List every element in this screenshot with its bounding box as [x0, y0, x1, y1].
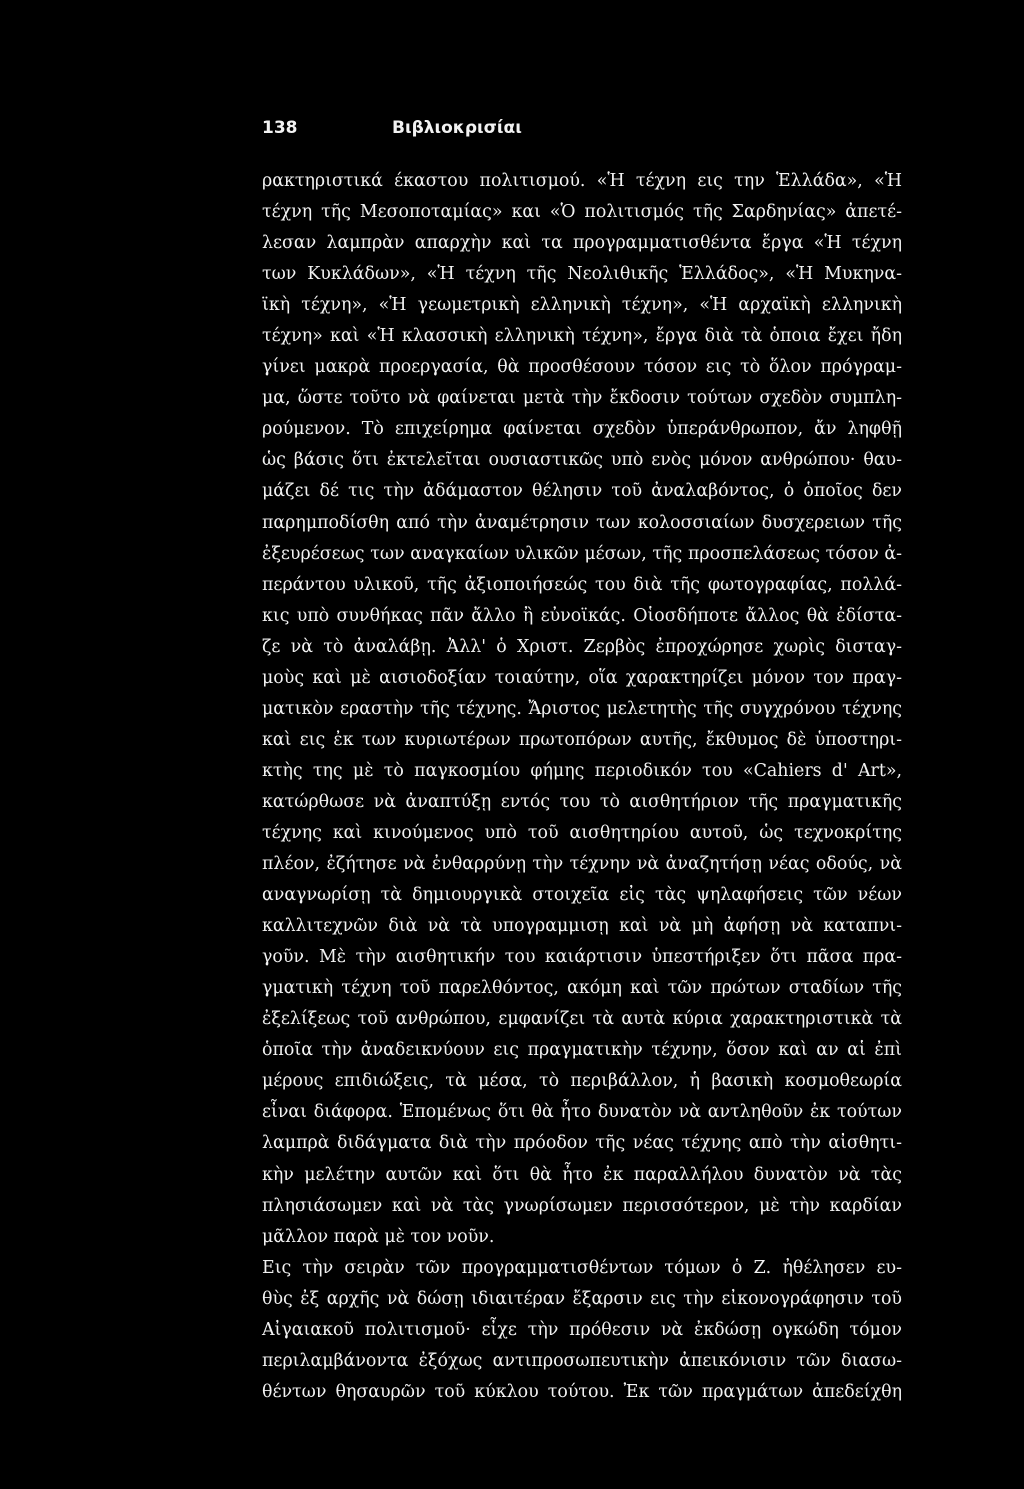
text-line: μάζει δέ τις τὴν ἀδάμαστον θέλησιν τοῦ ἀναλαβόντος, ὁ ὁποῖος δεν: [262, 481, 902, 502]
text-line: γοῦν. Μὲ τὴν αισθητικήν του καιάρτισιν ὑπεστήριξεν ὅτι πᾶσα πρα-: [262, 947, 902, 968]
text-line: κτὴς της μὲ τὸ παγκοσμίου φήμης περιοδικόν του «Cahiers d' Art»,: [262, 760, 902, 781]
text-line: κις υπὸ συνθήκας πᾶν ἄλλο ἢ εὐνοϊκάς. Οἱοσδήποτε ἄλλος θὰ ἐδίστα-: [262, 605, 902, 626]
text-line: ἐξευρέσεως των αναγκαίων υλικῶν μέσων, τῆς προσπελάσεως τόσον ἀ-: [262, 543, 902, 564]
text-line: κατώρθωσε νὰ ἀναπτύξῃ εντός του τὸ αισθητήριον τῆς πραγματικῆς: [262, 791, 902, 812]
running-head: Βιβλιοκρισίαι: [392, 118, 522, 138]
text-line: μέρους επιδιώξεις, τὰ μέσα, τὸ περιβάλλον, ἡ βασικὴ κοσμοθεωρία: [262, 1071, 902, 1092]
text-line: εἶναι διάφορα. Ἑπομένως ὅτι θὰ ἦτο δυνατὸν νὰ αντληθοῦν ἐκ τούτων: [262, 1102, 902, 1123]
text-line: λεσαν λαμπρὰν απαρχὴν καὶ τα προγραμματισθέντα ἔργα «Ἡ τέχνη: [262, 233, 902, 254]
text-line-paragraph-end: μᾶλλον παρὰ μὲ τον νοῦν.: [262, 1226, 495, 1247]
text-line: μοὺς καὶ μὲ αισιοδοξίαν τοιαύτην, οἵα χαρακτηρίζει μόνον τον πραγ-: [262, 667, 902, 688]
text-line: καλλιτεχνῶν διὰ νὰ τὰ υπογραμμισῃ καὶ νὰ μὴ ἀφήσῃ νὰ καταπνι-: [262, 916, 902, 937]
body-text: [262, 166, 902, 1408]
text-line: ὡς βάσις ὅτι ἐκτελεῖται ουσιαστικῶς υπὸ ενὸς μόνον ανθρώπου· θαυ-: [262, 450, 902, 471]
text-line: γματικὴ τέχνη τοῦ παρελθόντος, ακόμη καὶ τῶν πρώτων σταδίων τῆς: [262, 978, 902, 999]
text-line: κὴν μελέτην αυτῶν καὶ ὅτι θὰ ἦτο ἐκ παραλλήλου δυνατὸν νὰ τὰς: [262, 1164, 902, 1185]
text-line: λαμπρὰ διδάγματα διὰ τὴν πρόοδον τῆς νέας τέχνης απὸ τὴν αἰσθητι-: [262, 1133, 902, 1154]
text-line: τέχνης καὶ κινούμενος υπὸ τοῦ αισθητηρίου αυτοῦ, ὡς τεχνοκρίτης: [262, 822, 902, 843]
text-line: θέντων θησαυρῶν τοῦ κύκλου τούτου. Ἐκ τῶν πραγμάτων ἀπεδείχθη: [262, 1381, 902, 1402]
text-line: μα, ὥστε τοῦτο νὰ φαίνεται μετὰ τὴν ἔκδοσιν τούτων σχεδὸν συμπλη-: [262, 388, 902, 409]
text-line: Αἰγαιακοῦ πολιτισμοῦ· εἶχε τὴν πρόθεσιν νὰ ἐκδώσῃ ογκώδη τόμον: [262, 1319, 902, 1340]
text-line: αναγνωρίσῃ τὰ δημιουργικὰ στοιχεῖα εἰς τὰς ψηλαφήσεις τῶν νέων: [262, 885, 902, 906]
text-line: ὁποῖα τὴν ἀναδεικνύουν εις πραγματικὴν τέχνην, ὅσον καὶ αν αἱ ἐπὶ: [262, 1040, 902, 1061]
text-line: πλέον, ἐζήτησε νὰ ἐνθαρρύνῃ τὴν τέχνην νὰ ἀναζητήσῃ νέας οδούς, νὰ: [262, 854, 902, 875]
text-line-paragraph-start: Εις τὴν σειρὰν τῶν προγραμματισθέντων τόμων ὁ Ζ. ἠθέλησεν ευ-: [262, 1257, 902, 1278]
text-line: καὶ εις ἐκ των κυριωτέρων πρωτοπόρων αυτῆς, ἔκθυμος δὲ ὑποστηρι-: [262, 729, 902, 750]
text-line: ρούμενον. Τὸ επιχείρημα φαίνεται σχεδὸν ὑπεράνθρωπον, ἄν ληφθῇ: [262, 419, 902, 440]
text-line: θὺς ἐξ αρχῆς νὰ δώσῃ ιδιαιτέραν ἔξαρσιν εις τὴν εἰκονογράφησιν τοῦ: [262, 1288, 902, 1309]
text-line: ρακτηριστικά έκαστου πολιτισμού. «Ἡ τέχνη εις την Ἑλλάδα», «Ἡ: [262, 171, 902, 191]
text-line: των Κυκλάδων», «Ἡ τέχνη τῆς Νεολιθικῆς Ἑλλάδος», «Ἡ Μυκηνα-: [262, 264, 902, 285]
text-line: ματικὸν εραστὴν τῆς τέχνης. Ἄριστος μελετητὴς τῆς συγχρόνου τέχνης: [262, 698, 902, 719]
text-line: ζε νὰ τὸ ἀναλάβῃ. Ἀλλ' ὁ Χριστ. Ζερβὸς ἐπροχώρησε χωρὶς δισταγ-: [262, 636, 902, 657]
text-line: πλησιάσωμεν καὶ νὰ τὰς γνωρίσωμεν περισσότερον, μὲ τὴν καρδίαν: [262, 1195, 902, 1216]
text-line: τέχνη» καὶ «Ἡ κλασσικὴ ελληνικὴ τέχνη», ἔργα διὰ τὰ ὁποια ἔχει ἤδη: [262, 326, 902, 347]
page-number: 138: [262, 118, 298, 138]
text-line: παρημποδίσθη από τὴν ἀναμέτρησιν των κολοσσιαίων δυσχερειων τῆς: [262, 512, 902, 533]
text-line: ἐξελίξεως τοῦ ανθρώπου, εμφανίζει τὰ αυτὰ κύρια χαρακτηριστικὰ τὰ: [262, 1009, 902, 1030]
page-header: [262, 118, 892, 148]
text-line: τέχνη τῆς Μεσοποταμίας» και «Ὁ πολιτισμός τῆς Σαρδηνίας» ἀπετέ-: [262, 202, 902, 223]
text-line: περάντου υλικοῦ, τῆς ἀξιοποιήσεώς του διὰ τῆς φωτογραφίας, πολλά-: [262, 574, 902, 595]
text-line: ϊκὴ τέχνη», «Ἡ γεωμετρικὴ ελληνικὴ τέχνη», «Ἡ αρχαϊκὴ ελληνικὴ: [262, 295, 902, 316]
text-line: περιλαμβάνοντα ἐξόχως αντιπροσωπευτικὴν ἀπεικόνισιν τῶν διασω-: [262, 1350, 902, 1371]
text-line: γίνει μακρὰ προεργασία, θὰ προσθέσουν τόσον εις τὸ ὅλον πρόγραμ-: [262, 357, 902, 378]
